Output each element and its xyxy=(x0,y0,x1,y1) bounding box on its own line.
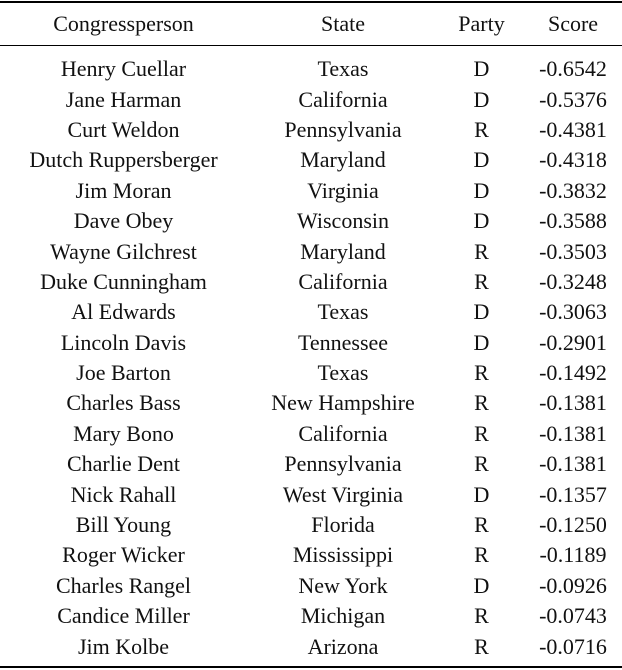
table-row xyxy=(0,115,622,145)
header-spacer xyxy=(0,45,622,54)
table-row xyxy=(0,145,622,175)
table-row xyxy=(0,540,622,570)
table-row xyxy=(0,358,622,388)
table-row xyxy=(0,236,622,266)
cell-state: Pennsylvania xyxy=(284,116,402,142)
cell-state: West Virginia xyxy=(282,481,404,507)
cell-score: -0.3588 xyxy=(539,208,607,234)
cell-party: R xyxy=(474,390,489,416)
cell-state: Wisconsin xyxy=(297,208,389,234)
cell-score: -0.6542 xyxy=(539,56,607,82)
header-score: Score xyxy=(547,11,599,36)
cell-party: D xyxy=(473,147,490,173)
table-row xyxy=(0,510,622,540)
cell-score: -0.3503 xyxy=(539,238,607,264)
cell-score: -0.1492 xyxy=(539,360,607,386)
cell-congressperson: Dave Obey xyxy=(73,208,174,234)
cell-score: -0.1381 xyxy=(539,420,607,446)
bottom-rule xyxy=(0,666,622,668)
cell-party: D xyxy=(473,208,490,234)
cell-party: D xyxy=(473,86,490,112)
cell-congressperson: Duke Cunningham xyxy=(40,268,207,294)
cell-state: California xyxy=(298,86,388,112)
cell-party: D xyxy=(473,572,490,598)
cell-congressperson: Bill Young xyxy=(75,512,172,538)
cell-state: Texas xyxy=(317,360,369,386)
cell-party: R xyxy=(474,542,489,568)
cell-state: Florida xyxy=(311,512,375,538)
cell-congressperson: Charlie Dent xyxy=(66,451,181,477)
cell-party: R xyxy=(474,360,489,386)
cell-party: D xyxy=(473,56,490,82)
cell-congressperson: Roger Wicker xyxy=(62,542,185,568)
table-header xyxy=(0,3,622,45)
cell-congressperson: Dutch Ruppersberger xyxy=(29,147,218,173)
cell-score: -0.4381 xyxy=(539,116,607,142)
table-row xyxy=(0,419,622,449)
cell-score: -0.3248 xyxy=(539,268,607,294)
cell-congressperson: Mary Bono xyxy=(73,420,174,446)
cell-congressperson: Wayne Gilchrest xyxy=(50,238,197,264)
cell-score: -0.3063 xyxy=(539,299,607,325)
cell-score: -0.1357 xyxy=(539,481,607,507)
cell-congressperson: Lincoln Davis xyxy=(60,329,187,355)
table-row xyxy=(0,479,622,509)
header-congressperson: Congressperson xyxy=(53,11,194,36)
header-state: State xyxy=(321,11,365,36)
cell-score: -0.1381 xyxy=(539,451,607,477)
cell-party: R xyxy=(474,633,489,659)
table-body xyxy=(0,45,622,662)
cell-party: R xyxy=(474,603,489,629)
cell-state: Michigan xyxy=(300,603,386,629)
cell-congressperson: Jim Kolbe xyxy=(77,633,170,659)
cell-congressperson: Nick Rahall xyxy=(70,481,177,507)
cell-congressperson: Al Edwards xyxy=(71,299,176,325)
table-row xyxy=(0,297,622,327)
cell-party: R xyxy=(474,451,489,477)
cell-congressperson: Jim Moran xyxy=(75,177,172,203)
table-row xyxy=(0,206,622,236)
cell-score: -0.0716 xyxy=(539,633,607,659)
table-row xyxy=(0,449,622,479)
cell-state: Pennsylvania xyxy=(284,451,402,477)
cell-state: California xyxy=(298,268,388,294)
congressperson-score-table xyxy=(0,3,622,662)
table-row xyxy=(0,54,622,84)
cell-state: New Hampshire xyxy=(271,390,415,416)
header-party: Party xyxy=(458,11,505,36)
table-row xyxy=(0,571,622,601)
cell-party: R xyxy=(474,512,489,538)
cell-state: Mississippi xyxy=(292,542,394,568)
table-row xyxy=(0,176,622,206)
cell-congressperson: Charles Bass xyxy=(66,390,181,416)
table-row xyxy=(0,328,622,358)
cell-congressperson: Henry Cuellar xyxy=(60,56,187,82)
cell-state: Virginia xyxy=(307,177,379,203)
cell-state: Tennessee xyxy=(297,329,389,355)
cell-score: -0.5376 xyxy=(539,86,607,112)
table-row xyxy=(0,388,622,418)
cell-party: D xyxy=(473,177,490,203)
cell-state: New York xyxy=(298,572,388,598)
cell-score: -0.1189 xyxy=(539,542,607,568)
cell-score: -0.1250 xyxy=(539,512,607,538)
cell-state: Maryland xyxy=(300,238,386,264)
cell-score: -0.4318 xyxy=(539,147,607,173)
cell-party: D xyxy=(473,481,490,507)
cell-party: R xyxy=(474,238,489,264)
cell-congressperson: Charles Rangel xyxy=(55,572,192,598)
cell-score: -0.2901 xyxy=(539,329,607,355)
cell-congressperson: Joe Barton xyxy=(76,360,171,386)
cell-score: -0.1381 xyxy=(539,390,607,416)
cell-congressperson: Curt Weldon xyxy=(67,116,180,142)
cell-state: Texas xyxy=(317,299,369,325)
cell-party: D xyxy=(473,299,490,325)
cell-score: -0.0926 xyxy=(539,572,607,598)
cell-congressperson: Jane Harman xyxy=(65,86,182,112)
cell-party: R xyxy=(474,116,489,142)
cell-party: D xyxy=(473,329,490,355)
table-row xyxy=(0,631,622,661)
cell-state: Maryland xyxy=(300,147,386,173)
cell-party: R xyxy=(474,420,489,446)
table-row xyxy=(0,84,622,114)
cell-party: R xyxy=(474,268,489,294)
table-row xyxy=(0,267,622,297)
table-row xyxy=(0,601,622,631)
cell-score: -0.3832 xyxy=(539,177,607,203)
cell-state: California xyxy=(298,420,388,446)
cell-state: Texas xyxy=(317,56,369,82)
cell-state: Arizona xyxy=(307,633,379,659)
cell-score: -0.0743 xyxy=(539,603,607,629)
header-row xyxy=(0,3,622,45)
cell-congressperson: Candice Miller xyxy=(57,603,190,629)
